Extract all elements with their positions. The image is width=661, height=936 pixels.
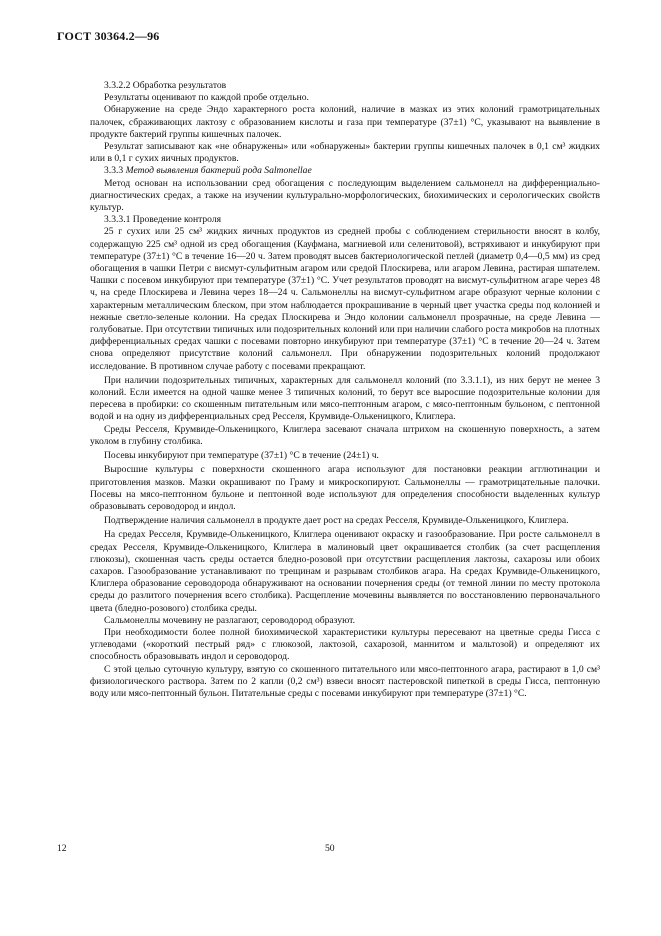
paragraph: На средах Ресселя, Крумвиде-Олькеницкого, Клиглера оценивают окраску и газообразование. При росте сальмонелл в средах Ресселя, Крумвиде-Олькеницкого, Клиглера в малиновый цвет окрашивается столбик (за счет расщепления глюкозы), скошенная часть среды остается бледно-розовой при отсутствии расщепления лактозы, сахарозы или обоих сахаров. Газообразование устанавливают по трещинам и разрывам столбиков агара. На средах Крумвиде-Олькеницкого, Клиглера образование сероводорода обнаруживают на основании почернения среды (от темной линии по месту протокола среды до разлитого почернения всего столбика). Расщепление мочевины выявляется по восстановлению первоначального цвета (бледно-розового) столбика среды. [90, 529, 600, 614]
paragraph: Подтверждение наличия сальмонелл в продукте дает рост на средах Ресселя, Крумвиде-Олькеницкого, Клиглера. [104, 515, 569, 527]
paragraph: С этой целью суточную культуру, взятую со скошенного питательного или мясо-пептонного агара, растирают в 1,0 см³ физиологического раствора. Затем по 2 капли (0,2 см³) взвеси вносят пастеровской пипеткой в среды Гисса, пептонную воду или мясо-пептонный бульон. Питательные среды с посевами инкубируют при температуре (37±1) °С. [90, 663, 600, 699]
page-number-left: 12 [57, 843, 67, 854]
document-body [90, 80, 600, 700]
paragraph: Выросшие культуры с поверхности скошенного агара используют для постановки реакции агглютинации и приготовления мазков. Мазки окрашивают по Граму и микроскопируют. Сальмонеллы — грамотрицательные палочки. Посевы на мясо-пептонном бульоне и пептонной воде используют для определения способности выделенных культур образовывать сероводород и индол. [90, 464, 600, 512]
page-number-center: 50 [325, 843, 335, 854]
paragraph: Метод основан на использовании сред обогащения с последующим выделением сальмонелл на дифференциально-диагностических средах, а также на изучении культурально-морфологических, биохимических и серологических свойств культур. [90, 177, 600, 214]
paragraph: 3.3.2.2 Обработка результатов [104, 80, 227, 91]
paragraph: 3.3.3.1 Проведение контроля [104, 214, 222, 226]
paragraph: Результат записывают как «не обнаружены» или «обнаружены» бактерии группы кишечных палочек в 0,1 см³ жидких или в 0,1 г сухих яичных продуктов. [90, 141, 600, 165]
paragraph: Посевы инкубируют при температуре (37±1) °С в течение (24±1) ч. [104, 450, 379, 462]
paragraph: Среды Ресселя, Крумвиде-Олькеницкого, Клиглера засевают сначала штрихом на скошенную поверхность, а затем уколом в глубину столбика. [90, 423, 600, 447]
paragraph: Сальмонеллы мочевину не разлагают, сероводород образуют. [104, 614, 355, 626]
paragraph: При наличии подозрительных типичных, характерных для сальмонелл колоний (по 3.3.1.1), из них берут не менее 3 колоний. Если имеется на одной чашке менее 3 типичных колоний, то берут все выросшие подозрительные колонии для пересева в пробирки: со скошенным питательным или мясо-пептонным агаром, с мясо-пептонным бульоном, с пептонной водой и на одну из дифференциальных сред Ресселя, Крумвиде-Олькеницкого, Клиглера. [90, 374, 600, 423]
document-header: ГОСТ 30364.2—96 [57, 29, 160, 43]
paragraph: Обнаружение на среде Эндо характерного роста колоний, наличие в мазках из этих колоний грамотрицательных палочек, сбраживающих лактозу с образованием кислоты и газа при температуре (37±1) °С, указывают на выявление в продукте бактерий группы кишечных палочек. [90, 104, 600, 140]
paragraph: Результаты оценивают по каждой пробе отдельно. [104, 92, 309, 104]
paragraph: При необходимости более полной биохимической характеристики культуры пересевают на цветные среды Гисса с углеводами («короткий пестрый ряд» с глюкозой, лактозой, сахарозой, маннитом и мальтозой) и определяют их способность образовывать индол и сероводород. [90, 626, 600, 663]
section-title: Метод выявления бактерий рода Salmonellae [125, 165, 312, 177]
paragraph: 25 г сухих или 25 см³ жидких яичных продуктов из средней пробы с соблюдением стерильности вносят в колбу, содержащую 225 см³ одной из сред обогащения (Кауфмана, магниевой или селенитовой), встряхивают и инкубируют при температуре (37±1) °С в течение 16—20 ч. Затем проводят высев бактериологической петлей (диаметр 0,4—0,5 мм) из сред обогащения в чашки Петри с висмут-сульфитным агаром или средой Плоскирева, или агаром Левина, растирая шпателем. Чашки с посевом инкубируют при температуре (37±1) °С. Учет результатов проводят на висмут-сульфитном агаре через 48 ч, на среде Плоскирева и Левина через 18—24 ч. Сальмонеллы на висмут-сульфитном агаре образуют черные колонии с характерным металлическим блеском, при этом наблюдается прокрашивание в черный цвет участка среды под колонией и нежные светло-зеленые колонии. На средах Плоскирева и Эндо колонии сальмонелл прозрачные, на среде Левина — голубоватые. При отсутствии типичных или подозрительных колоний или при наличии слабого роста микробов на плотных дифференциальных средах чашки с посевами повторно инкубируют при температуре (37±1) °С в течение 20—24 ч. Затем снова определяют присутствие колоний сальмонелл. При обнаружении подозрительных колоний продолжают исследование. В противном случае работу с посевами прекращают. [90, 226, 600, 372]
section-number: 3.3.3 [104, 165, 126, 177]
paragraph [90, 165, 600, 177]
